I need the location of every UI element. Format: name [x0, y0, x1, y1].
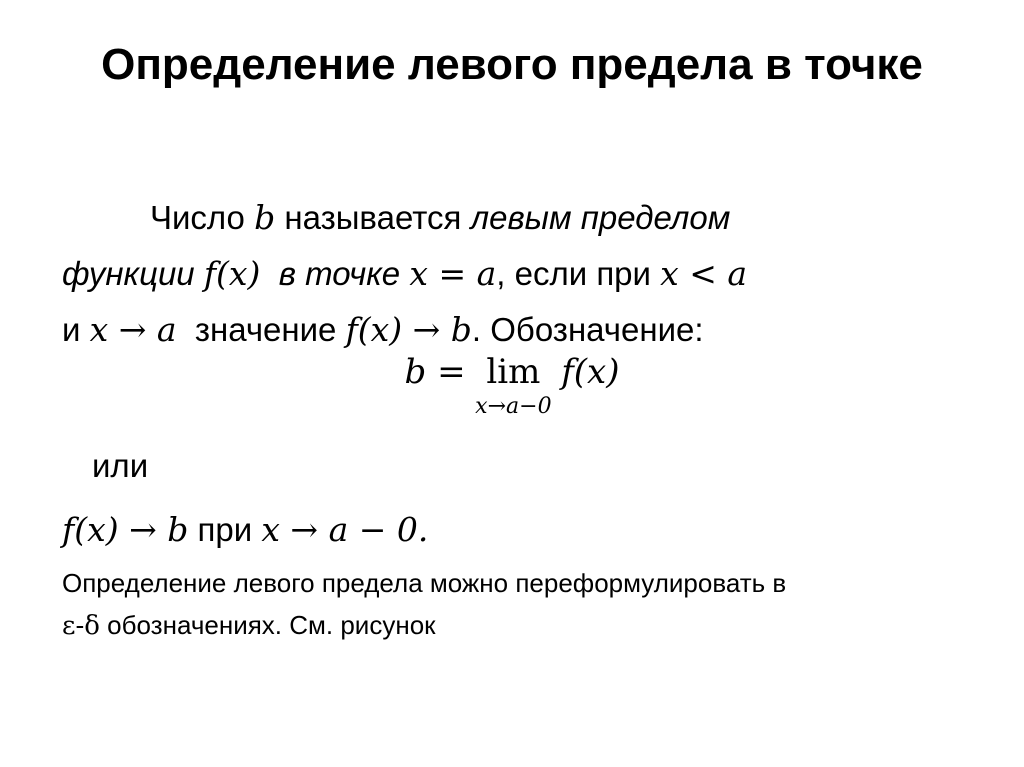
alt-formula-left: f(x) → b: [62, 510, 189, 549]
text-at-point: в точке: [278, 255, 410, 292]
footer-note: [62, 562, 962, 647]
slide-title: Определение левого предела в точке: [101, 40, 923, 89]
text-number: Число: [150, 199, 255, 236]
limit-operator: [475, 352, 552, 419]
formula-rhs: f(x): [561, 352, 620, 392]
math-fx: f(x): [203, 254, 261, 293]
footer-line-1: Определение левого предела можно переформулировать в: [62, 568, 787, 598]
lim-text: lim: [486, 352, 541, 392]
text-value: значение: [194, 311, 346, 348]
text-is-called: называется: [275, 199, 471, 236]
or-text: или: [92, 447, 149, 484]
text-notation: . Обозначение:: [471, 311, 704, 348]
footer-line-2: [62, 604, 962, 647]
alt-formula-right: x → a − 0.: [261, 510, 429, 549]
math-b: b: [254, 198, 276, 237]
footer-line-2-text: обозначениях. См. рисунок: [99, 610, 436, 640]
definition-line-2: [62, 246, 972, 302]
math-x-to-a: x → a: [89, 310, 177, 349]
math-fx-to-b: f(x) → b: [345, 310, 472, 349]
text-left-limit: левым пределом: [470, 199, 731, 236]
lim-subscript: x→a−0: [475, 394, 552, 419]
text-if-when: , если при: [496, 255, 661, 292]
alt-formula: [62, 502, 972, 558]
definition-paragraph: [62, 190, 972, 358]
math-x-less-a: x < a: [660, 254, 748, 293]
text-and: и: [62, 311, 90, 348]
formula-lhs: b =: [404, 352, 466, 392]
epsilon-delta-symbol: ε-δ: [62, 611, 100, 641]
alt-formula-mid: при: [188, 511, 262, 548]
definition-line-3: [62, 302, 972, 358]
text-function: функции: [62, 255, 204, 292]
limit-formula: [0, 352, 1024, 419]
definition-line-1: [62, 190, 972, 246]
math-x-eq-a: x = a: [409, 254, 497, 293]
